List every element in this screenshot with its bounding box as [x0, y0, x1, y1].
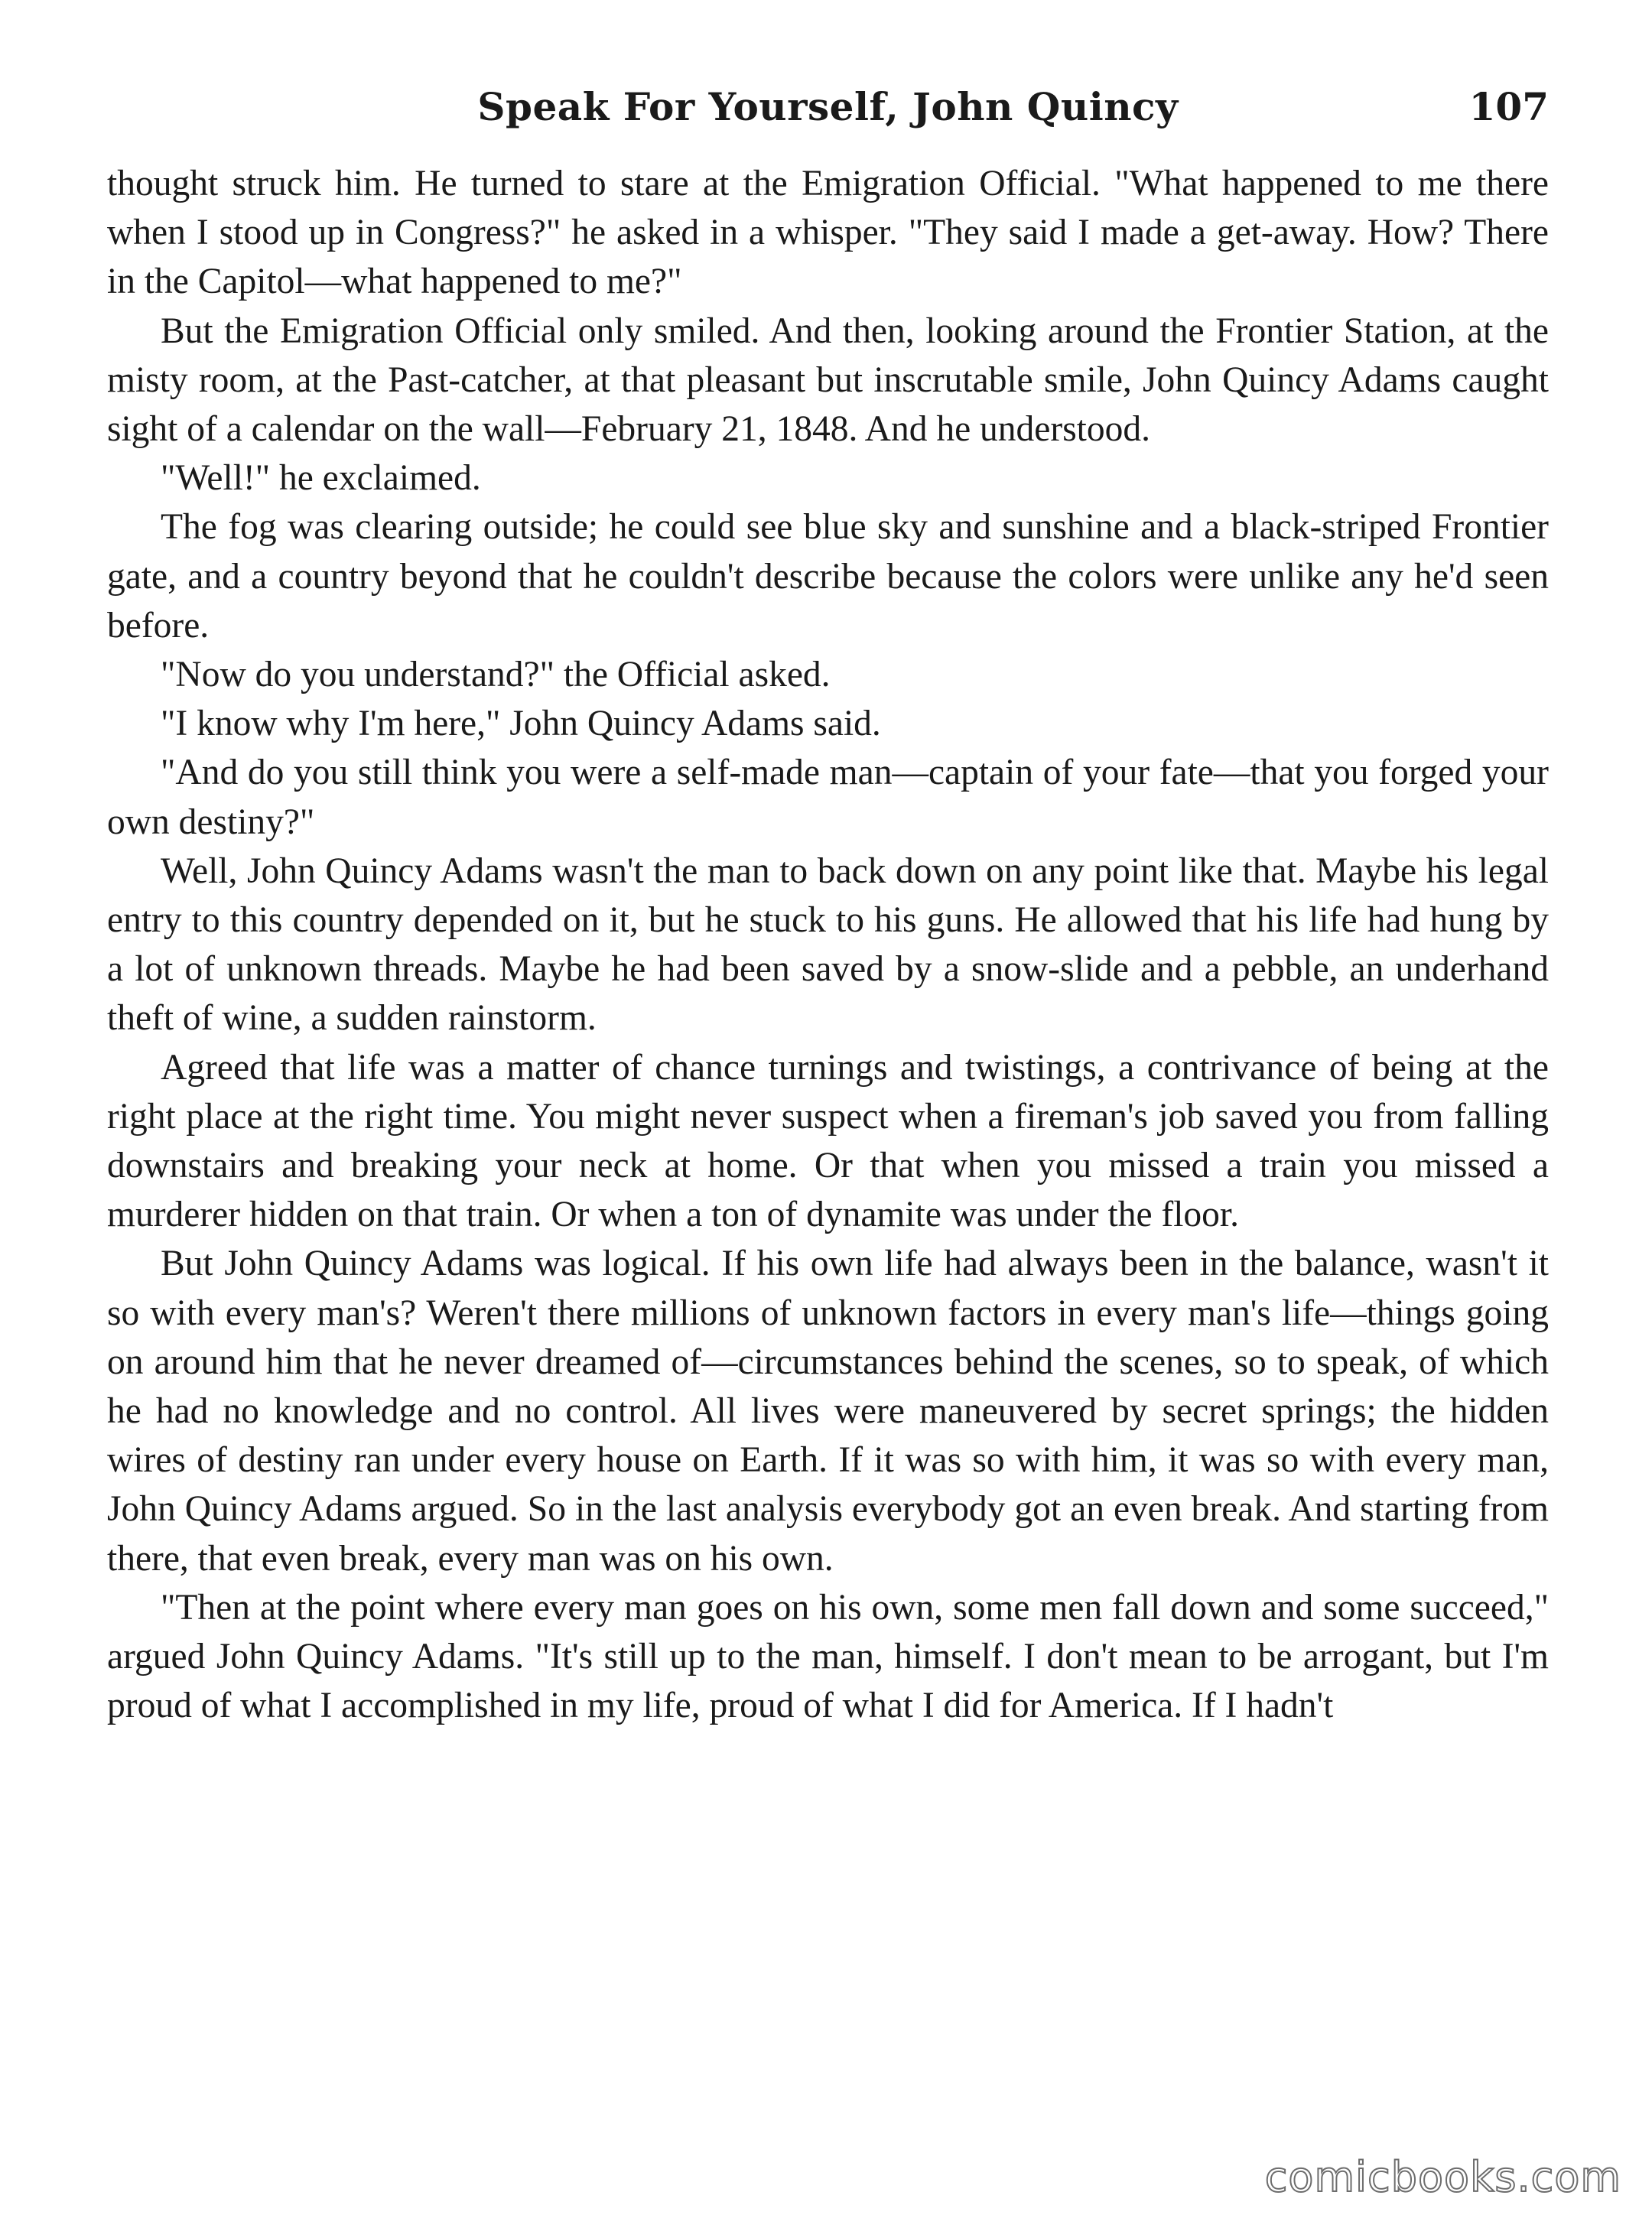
paragraph: "And do you still think you were a self-made man—captain of your fate—that you forged your own destiny?"	[107, 753, 1549, 842]
paragraph: "Then at the point where every man goes on his own, some men fall down and some succeed," argued John Quincy Adams. "It's still up to the man, himself. I don't mean to be arrogant, but I'm proud of what I accomplished in my life, proud of what I did for America. If I hadn't	[107, 1587, 1549, 1726]
paragraph: "Well!" he exclaimed.	[161, 458, 481, 499]
paragraph: But John Quincy Adams was logical. If his own life had always been in the balance, wasn't it so with every man's? Weren't there millions of unknown factors in every man's life—things going on around him that he never dreamed of—circumstances behind the scenes, so to speak, of which he had no knowledge and no control. All lives were maneuvered by secret springs; the hidden wires of destiny ran under every house on Earth. If it was so with him, it was so with every man, John Quincy Adams argued. So in the last analysis everybody got an even break. And starting from there, that even break, every man was on his own.	[107, 1244, 1549, 1579]
paragraph: thought struck him. He turned to stare at the Emigration Official. "What happened to me there when I stood up in Congress?" he asked in a whisper. "They said I made a get-away. How? There in the Capitol—what happened to me?"	[107, 164, 1549, 302]
paragraph: Agreed that life was a matter of chance turnings and twistings, a contrivance of being at the right place at the right time. You might never suspect when a fireman's job saved you from falling downstairs and breaking your neck at home. Or that when you missed a train you missed a murderer hidden on that train. Or when a ton of dynamite was under the floor.	[107, 1047, 1549, 1235]
paragraph: Well, John Quincy Adams wasn't the man to back down on any point like that. Maybe his legal entry to this country depended on it, but he stuck to his guns. He allowed that his life had hung by a lot of unknown threads. Maybe he had been saved by a snow-slide and a pebble, an underhand theft of wine, a sudden rainstorm.	[107, 850, 1549, 1039]
paragraph: "I know why I'm here," John Quincy Adams said.	[161, 704, 881, 744]
book-page	[107, 84, 1549, 2149]
paragraph: "Now do you understand?" the Official asked.	[161, 655, 831, 695]
running-head	[107, 84, 1549, 145]
watermark: comicbooks.com	[1264, 2153, 1621, 2201]
paragraph: The fog was clearing outside; he could see blue sky and sunshine and a black-striped Frontier gate, and a country beyond that he couldn't describe because the colors were unlike any he'd seen before.	[107, 507, 1549, 646]
chapter-title: Speak For Yourself, John Quincy	[477, 84, 1179, 129]
page-number: 107	[1468, 84, 1549, 129]
paragraph: But the Emigration Official only smiled. And then, looking around the Frontier Station, at the misty room, at the Past-catcher, at that pleasant but inscrutable smile, John Quincy Adams caught sight of a calendar on the wall—February 21, 1848. And he understood.	[107, 311, 1549, 450]
body-text	[107, 159, 1549, 1731]
